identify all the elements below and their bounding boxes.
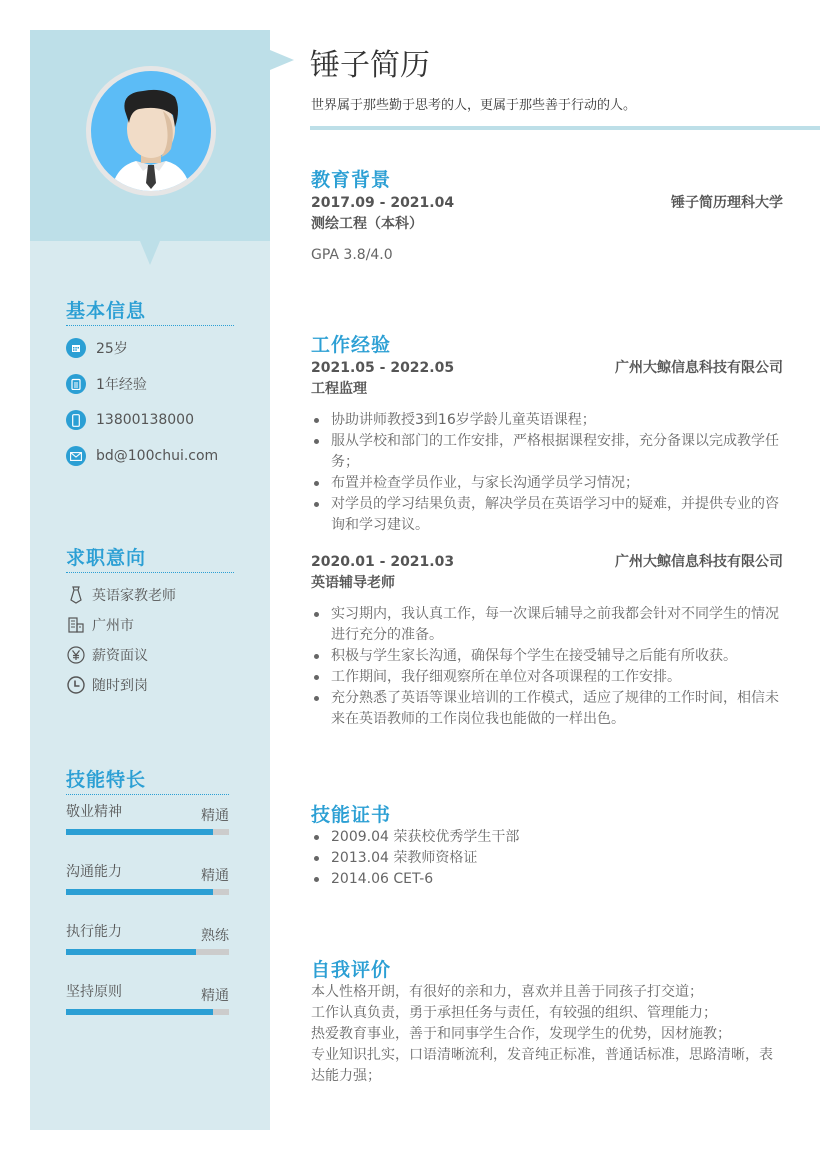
education-gpa: GPA 3.8/4.0 — [311, 247, 393, 263]
job-entry — [311, 358, 783, 536]
certificates-section — [311, 803, 783, 890]
certificates-list — [311, 827, 783, 890]
job-duty: 服从学校和部门的工作安排，严格根据课程安排，充分备课以完成教学任务； — [311, 431, 783, 473]
education-period: 2017.09 - 2021.04 — [311, 195, 455, 211]
intent-salary — [66, 640, 234, 670]
skill-bar-fill — [66, 829, 213, 835]
education-school: 锤子简历理科大学 — [671, 195, 783, 211]
self-evaluation-line: 专业知识扎实，口语清晰流利，发音纯正标准，普通话标准，思路清晰，表达能力强； — [311, 1047, 773, 1084]
skill-item — [66, 857, 229, 917]
tie-icon — [66, 585, 86, 605]
city-text: 广州市 — [92, 618, 134, 634]
job-duty: 工作期间，我仔细观察所在单位对各项课程的工作安排。 — [311, 667, 783, 688]
availability-text: 随时到岗 — [92, 678, 148, 694]
skill-name: 敬业精神 — [66, 804, 122, 820]
yen-icon — [66, 645, 86, 665]
skill-level: 熟练 — [201, 928, 229, 944]
building-icon — [66, 615, 86, 635]
certificate-item: 2014.06 CET-6 — [311, 869, 783, 890]
job-duty: 布置并检查学员作业，与家长沟通学员学习情况； — [311, 473, 783, 494]
work-section — [311, 333, 783, 730]
self-evaluation-line: 热爱教育事业，善于和同事学生合作，发现学生的优势，因材施教； — [311, 1026, 731, 1042]
clock-icon — [66, 675, 86, 695]
self-evaluation-line: 工作认真负责，勇于承担任务与责任，有较强的组织、管理能力； — [311, 1005, 717, 1021]
education-section — [311, 168, 783, 266]
job-intent-title: 求职意向 — [66, 543, 234, 573]
skills-title: 技能特长 — [66, 765, 229, 795]
phone-text[interactable]: 13800138000 — [96, 412, 194, 428]
certificate-item: 2013.04 荣教师资格证 — [311, 848, 783, 869]
job-duties — [311, 410, 783, 536]
info-experience — [66, 366, 234, 402]
sidebar — [30, 30, 270, 1130]
self-evaluation-section — [311, 958, 783, 1087]
header-divider — [310, 126, 820, 130]
education-title: 教育背景 — [311, 169, 392, 191]
job-head — [311, 552, 783, 573]
skill-level: 精通 — [201, 988, 229, 1004]
intent-city — [66, 610, 234, 640]
job-duty: 实习期内，我认真工作，每一次课后辅导之前我都会针对不同学生的情况进行充分的准备。 — [311, 604, 783, 646]
education-major: 测绘工程（本科） — [311, 216, 423, 232]
skill-bar — [66, 949, 229, 955]
info-email — [66, 438, 234, 474]
education-head — [311, 193, 783, 214]
work-title: 工作经验 — [311, 334, 392, 356]
job-company: 广州大鲸信息科技有限公司 — [615, 360, 783, 376]
skill-name: 坚持原则 — [66, 984, 122, 1000]
skill-level: 精通 — [201, 868, 229, 884]
skill-bar — [66, 1009, 229, 1015]
basic-info-title: 基本信息 — [66, 296, 234, 326]
job-period: 2021.05 - 2022.05 — [311, 360, 455, 376]
skill-bar — [66, 829, 229, 835]
self-evaluation-title: 自我评价 — [311, 959, 392, 981]
avatar — [86, 66, 216, 196]
job-entry — [311, 552, 783, 730]
self-evaluation-line: 本人性格开朗，有很好的亲和力，喜欢并且善于同孩子打交道； — [311, 984, 703, 1000]
phone-icon — [66, 410, 86, 430]
avatar-illustration — [91, 71, 211, 191]
job-intent-section — [66, 543, 234, 700]
intent-position — [66, 580, 234, 610]
arrow-down-decoration — [140, 241, 160, 265]
job-duty: 积极与学生家长沟通，确保每个学生在接受辅导之后能有所收获。 — [311, 646, 783, 667]
age-text: 25岁 — [96, 341, 128, 357]
skill-name: 沟通能力 — [66, 864, 122, 880]
calendar-icon — [66, 338, 86, 358]
job-duties — [311, 604, 783, 730]
arrow-right-decoration — [270, 50, 294, 70]
job-duty: 对学员的学习结果负责，解决学员在英语学习中的疑难，并提供专业的咨询和学习建议。 — [311, 494, 783, 536]
skill-bar-fill — [66, 889, 213, 895]
skills-section — [66, 765, 229, 1037]
position-text: 英语家教老师 — [92, 588, 176, 604]
job-duty: 充分熟悉了英语等课业培训的工作模式，适应了规律的工作时间，相信未来在英语教师的工作岗位我也能做的一样出色。 — [311, 688, 783, 730]
job-role: 工程监理 — [311, 381, 367, 397]
skill-name: 执行能力 — [66, 924, 122, 940]
intent-availability — [66, 670, 234, 700]
skill-bar-fill — [66, 1009, 213, 1015]
person-icon — [91, 71, 211, 191]
basic-info-section — [66, 296, 234, 474]
resume-title: 锤子简历 — [310, 48, 430, 83]
salary-text: 薪资面议 — [92, 648, 148, 664]
info-age — [66, 330, 234, 366]
job-role: 英语辅导老师 — [311, 575, 395, 591]
info-phone — [66, 402, 234, 438]
skill-item — [66, 917, 229, 977]
clipboard-icon — [66, 374, 86, 394]
skill-level: 精通 — [201, 808, 229, 824]
skill-bar — [66, 889, 229, 895]
resume-motto: 世界属于那些勤于思考的人，更属于那些善于行动的人。 — [311, 98, 637, 113]
skill-bar-fill — [66, 949, 196, 955]
experience-text: 1年经验 — [96, 377, 147, 393]
job-period: 2020.01 - 2021.03 — [311, 554, 455, 570]
skill-item — [66, 797, 229, 857]
certificates-title: 技能证书 — [311, 804, 392, 826]
job-duty: 协助讲师教授3到16岁学龄儿童英语课程； — [311, 410, 783, 431]
job-head — [311, 358, 783, 379]
mail-icon — [66, 446, 86, 466]
skill-item — [66, 977, 229, 1037]
certificate-item: 2009.04 荣获校优秀学生干部 — [311, 827, 783, 848]
job-company: 广州大鲸信息科技有限公司 — [615, 554, 783, 570]
email-text[interactable]: bd@100chui.com — [96, 448, 219, 464]
